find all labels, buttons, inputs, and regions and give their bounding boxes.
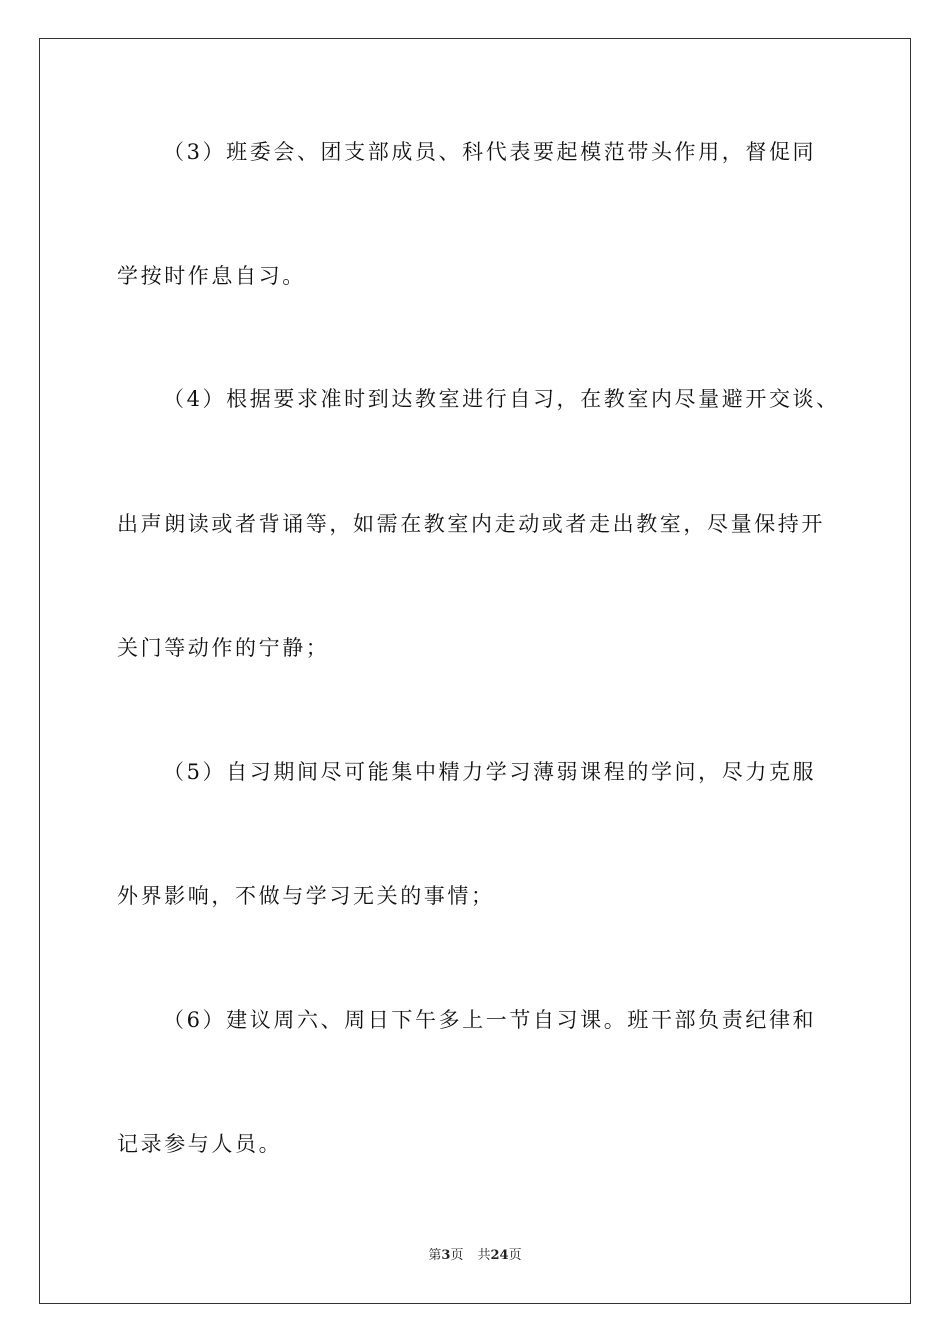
- paragraph-3-line-2: 学按时作息自习。: [117, 264, 306, 288]
- paragraph-4-line-2: 出声朗读或者背诵等，如需在教室内走动或者走出教室，尽量保持开: [117, 512, 825, 536]
- paragraph-5-line-2: 外界影响，不做与学习无关的事情；: [117, 884, 495, 908]
- total-pages: 24: [490, 1248, 509, 1263]
- total-prefix: 共: [477, 1248, 491, 1263]
- page-footer: [0, 1244, 950, 1263]
- total-suffix: 页: [508, 1248, 522, 1263]
- paragraph-3-line-1: （3）班委会、团支部成员、科代表要起模范带头作用，督促同: [163, 140, 817, 164]
- paragraph-4-line-3: 关门等动作的宁静；: [117, 636, 330, 660]
- paragraph-4-line-1: （4）根据要求准时到达教室进行自习，在教室内尽量避开交谈、: [163, 387, 840, 411]
- paragraph-6-line-2: 记录参与人员。: [117, 1132, 283, 1156]
- page-number: 3: [441, 1248, 451, 1263]
- page-border: [39, 38, 911, 1304]
- page-prefix: 第: [428, 1248, 442, 1263]
- paragraph-6-line-1: （6）建议周六、周日下午多上一节自习课。班干部负责纪律和: [163, 1008, 817, 1032]
- paragraph-5-line-1: （5）自习期间尽可能集中精力学习薄弱课程的学问，尽力克服: [163, 760, 817, 784]
- page-suffix: 页: [450, 1248, 464, 1263]
